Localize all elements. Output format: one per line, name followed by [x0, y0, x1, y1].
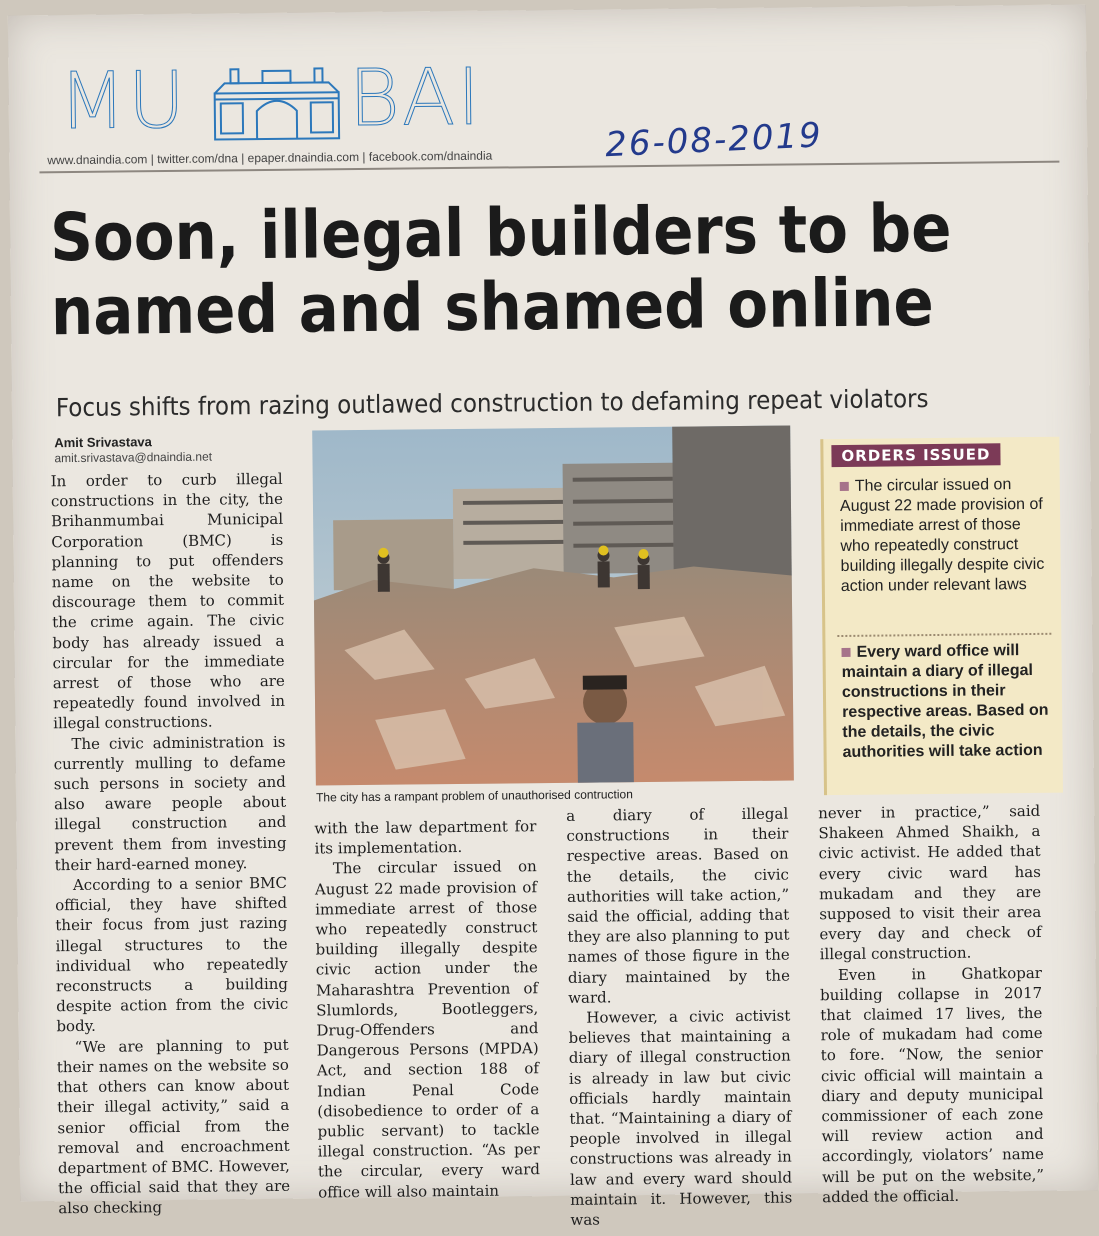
sidebar-item-2-text: Every ward office will maintain a diary of illegal constructions in their respective areas. Based on the details, the civic authorities will take action [841, 642, 1049, 761]
headline-line-1: Soon, illegal builders to be [49, 189, 952, 277]
article-column-2 [314, 816, 540, 1202]
article-column-3 [566, 804, 792, 1231]
square-bullet-icon [840, 482, 849, 491]
paragraph: Even in Ghatkopar building collapse in 2017 that claimed 17 lives, the role of mukadam had come to fore. “Now, the senior civic official will maintain a diary and deputy municipal commissioner of each zone will review action and accordingly, violators’ name will be put on the website,” added the official. [820, 963, 1045, 1207]
article-column-4 [818, 801, 1044, 1207]
gateway-of-india-icon [210, 62, 343, 141]
masthead-left-letters: MU [58, 55, 188, 148]
masthead [38, 49, 599, 147]
paragraph: The circular issued on August 22 made provision of immediate arrest of those who repeatedly construct building illegally despite civic action under the Maharashtra Prevention of Slumlords, Bootleggers, Drug-Offenders and Dangerous Persons (MPDA) Act, and section 188 of Indian Penal Code (disobedience to order of a public servant) to tackle illegal construction. “As per the circular, every ward office will also maintain [314, 857, 541, 1202]
paragraph: a diary of illegal constructions in their respective areas. Based on the details, the civic authorities will take action,” said the official, adding that they are also planning to put names of those figure in the diary maintained by the ward. [566, 804, 791, 1007]
paragraph: with the law department for its implementation. [314, 817, 537, 858]
masthead-right-letters: BAI [348, 52, 483, 145]
subheadline: Focus shifts from razing outlawed construction to defaming repeat violators [55, 384, 929, 423]
sidebar-item-1-text: The circular issued on August 22 made provision of immediate arrest of those who repeatedly construct building illegally despite civic action under relevant laws [839, 476, 1045, 595]
paragraph: “We are planning to put their names on the website so that others can know about their illegal activity,” said a senior official from the removal and encroachment department of BMC. However, the official said that they are also checking [56, 1035, 291, 1218]
paragraph: In order to curb illegal constructions in the city, the Brihanmumbai Municipal Corporation (BMC) is planning to put offenders name on the website to discourage them to commit the crime again. The civic body has already issued a circular for the immediate arrest of those who are repeatedly found involved in illegal constructions. [50, 469, 286, 733]
orders-issued-tag: ORDERS ISSUED [831, 443, 1000, 467]
newspaper-page [8, 4, 1098, 1229]
handwritten-date: 26-08-2019 [604, 115, 824, 166]
paragraph: The civic administration is currently mulling to defame such persons in society and also aware people about illegal construction and prevent them from investing their hard-earned money. [53, 732, 287, 875]
article-column-1 [51, 469, 291, 1219]
paragraph: According to a senior BMC official, they have shifted their focus from just razing illegal structures to the individual who repeatedly reconstructs a building despite action from the civic body. [55, 873, 289, 1036]
sidebar-item-2 [841, 641, 1052, 763]
orders-issued-box [820, 437, 1063, 795]
masthead-links: www.dnaindia.com | twitter.com/dna | epaper.dnaindia.com | facebook.com/dnaindia [47, 148, 493, 168]
headline [49, 189, 961, 351]
paragraph: never in practice,” said Shakeen Ahmed Shaikh, a civic activist. He added that every civic ward has mukadam and they are supposed to visit their area every day and check of illegal construction. [818, 801, 1042, 964]
headline-line-2: named and shamed online [50, 263, 935, 351]
author-name: Amit Srivastava [54, 434, 152, 451]
sidebar-divider [837, 633, 1051, 637]
sidebar-item-1 [840, 475, 1051, 597]
author-email: amit.srivastava@dnaindia.net [54, 449, 213, 466]
photo-caption: The city has a rampant problem of unauthorised contruction [315, 787, 633, 805]
paragraph: However, a civic activist believes that maintaining a diary of illegal construction is already in law but civic officials hardly maintain that. “Maintaining a diary of people involved in illegal constructions was already in law and every ward should maintain it. However, this was [568, 1006, 793, 1229]
construction-debris-photo [312, 426, 794, 786]
square-bullet-icon [841, 648, 850, 657]
